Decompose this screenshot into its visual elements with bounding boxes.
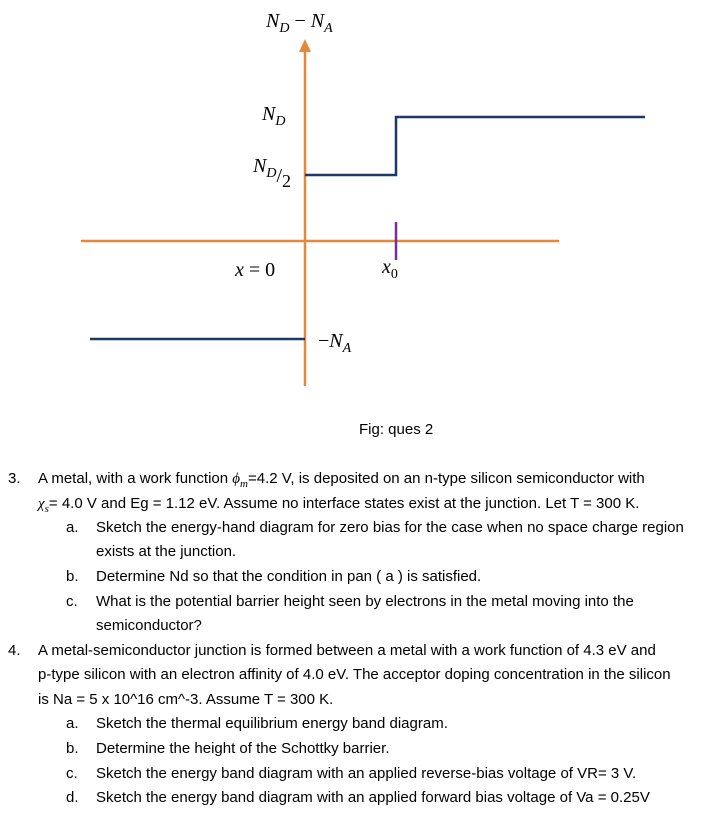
vertical-axis-arrowhead	[299, 39, 311, 52]
label-x-equals-zero: x = 0	[235, 259, 276, 281]
question-number: 4.	[8, 642, 21, 659]
item-text: Sketch the energy band diagram with an applied forward bias voltage of Va = 0.25V	[96, 789, 650, 806]
chi-subscript: s	[44, 503, 49, 515]
item-text: Determine the height of the Schottky barrier.	[96, 740, 390, 757]
item-letter: a.	[66, 715, 79, 732]
label-nd: $N_D$	[262, 103, 286, 129]
question-text-line-1: A metal-semiconductor junction is formed between a metal with a work function of 4.3 eV and	[38, 642, 656, 659]
item-letter: d.	[66, 789, 79, 806]
item-letter: c.	[66, 765, 78, 782]
label-neg-na: $-N_A$	[318, 330, 352, 356]
item-text: Determine Nd so that the condition in pan ( a ) is satisfied.	[96, 568, 482, 585]
doping-profile-figure	[0, 0, 725, 400]
item-text-continued: exists at the junction.	[96, 543, 237, 560]
label-nd-half: $N_D/2$	[253, 155, 292, 191]
phi-subscript: m	[240, 478, 248, 490]
item-letter: a.	[66, 519, 79, 536]
item-text-continued: semiconductor?	[96, 617, 202, 634]
item-letter: c.	[66, 593, 78, 610]
text-fragment: = 4.0 V and Eg = 1.12 eV. Assume no interface states exist at the junction. Let T = 300 K.	[48, 495, 640, 512]
doping-profile-n-side	[305, 117, 645, 175]
item-letter: b.	[66, 740, 79, 757]
question-text-line-3: is Na = 5 x 10^16 cm^-3. Assume T = 300 K.	[38, 691, 334, 708]
y-axis-label: $N_D - N_A$	[266, 10, 333, 36]
chi-symbol: χ	[38, 496, 45, 512]
label-x0: $x_0$	[382, 256, 398, 282]
phi-symbol: ϕ	[232, 471, 241, 487]
item-text: What is the potential barrier height seen by electrons in the metal moving into the	[96, 593, 634, 610]
item-text: Sketch the thermal equilibrium energy band diagram.	[96, 715, 448, 732]
item-letter: b.	[66, 568, 79, 585]
question-text-line-2: p-type silicon with an electron affinity of 4.0 eV. The acceptor doping concentration in the silicon	[38, 666, 671, 683]
item-text: Sketch the energy band diagram with an applied reverse-bias voltage of VR= 3 V.	[96, 765, 637, 782]
text-fragment: =4.2 V, is deposited on an n-type silicon semiconductor with	[247, 470, 645, 487]
item-text: Sketch the energy-hand diagram for zero bias for the case when no space charge region	[96, 519, 684, 536]
text-fragment: A metal, with a work function	[38, 470, 233, 487]
figure-caption: Fig: ques 2	[359, 421, 434, 438]
question-number: 3.	[8, 470, 21, 487]
